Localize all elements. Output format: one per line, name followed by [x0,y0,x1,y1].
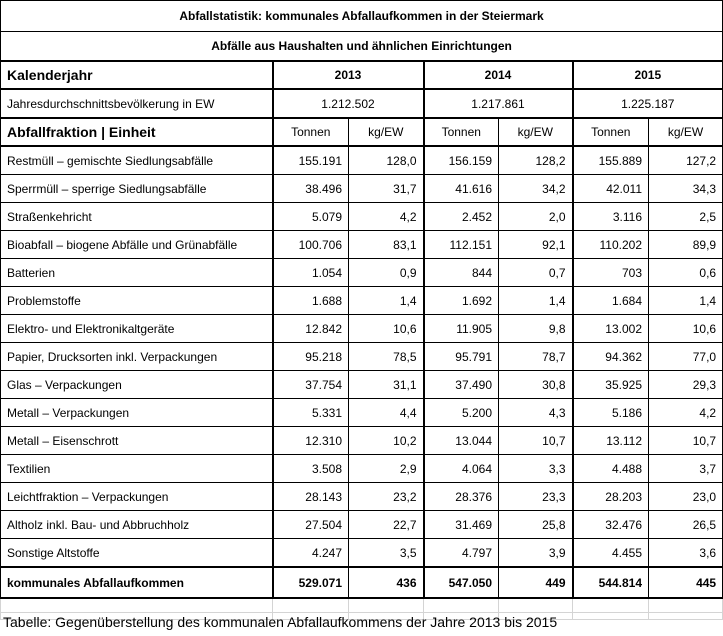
fraction-name: Metall – Verpackungen [1,399,273,427]
table-row [1,287,723,315]
year-2015: 2015 [573,61,723,89]
tonnes-cell: 100.706 [273,231,349,259]
kgew-cell: 89,9 [649,231,723,259]
tonnes-cell: 155.889 [573,146,649,175]
kgew-cell: 10,7 [649,427,723,455]
year-header-row [1,61,723,89]
kgew-cell: 10,6 [649,315,723,343]
fraction-name: kommunales Abfallaufkommen [1,567,273,598]
tonnes-cell: 4.797 [424,539,499,568]
kgew-cell: 77,0 [649,343,723,371]
units-label: Abfallfraktion | Einheit [1,118,273,146]
unit-tonnes-2013: Tonnen [273,118,349,146]
kgew-cell: 436 [349,567,424,598]
table-row [1,483,723,511]
tonnes-cell: 38.496 [273,175,349,203]
kgew-cell: 31,7 [349,175,424,203]
fraction-name: Metall – Eisenschrott [1,427,273,455]
table-row [1,511,723,539]
tonnes-cell: 5.079 [273,203,349,231]
unit-tonnes-2015: Tonnen [573,118,649,146]
kgew-cell: 3,5 [349,539,424,568]
empty-cell [649,598,723,620]
tonnes-cell: 32.476 [573,511,649,539]
tonnes-cell: 4.455 [573,539,649,568]
population-2015: 1.225.187 [573,89,723,118]
table-row [1,259,723,287]
kgew-cell: 34,2 [499,175,573,203]
table-row [1,539,723,568]
tonnes-cell: 12.842 [273,315,349,343]
table-row [1,203,723,231]
tonnes-cell: 5.200 [424,399,499,427]
year-2013: 2013 [273,61,424,89]
kgew-cell: 23,3 [499,483,573,511]
tonnes-cell: 4.488 [573,455,649,483]
tonnes-cell: 844 [424,259,499,287]
kgew-cell: 31,1 [349,371,424,399]
tonnes-cell: 12.310 [273,427,349,455]
kgew-cell: 1,4 [649,287,723,315]
kgew-cell: 1,4 [349,287,424,315]
caption-divider [0,612,723,613]
population-2013: 1.212.502 [273,89,424,118]
fraction-name: Sonstige Altstoffe [1,539,273,568]
fraction-name: Elektro- und Elektronikaltgeräte [1,315,273,343]
tonnes-cell: 112.151 [424,231,499,259]
kgew-cell: 449 [499,567,573,598]
fraction-name: Sperrmüll – sperrige Siedlungsabfälle [1,175,273,203]
fraction-name: Batterien [1,259,273,287]
kgew-cell: 10,7 [499,427,573,455]
kgew-cell: 30,8 [499,371,573,399]
table-title: Abfallstatistik: kommunales Abfallaufkommen in der Steiermark [1,1,723,32]
tonnes-cell: 703 [573,259,649,287]
table-caption: Tabelle: Gegenüberstellung des kommunalen Abfallaufkommens der Jahre 2013 bis 2015 [3,614,558,630]
tonnes-cell: 13.002 [573,315,649,343]
kgew-cell: 29,3 [649,371,723,399]
tonnes-cell: 95.218 [273,343,349,371]
kgew-cell: 78,7 [499,343,573,371]
fraction-name: Restmüll – gemischte Siedlungsabfälle [1,146,273,175]
kgew-cell: 9,8 [499,315,573,343]
fraction-name: Problemstoffe [1,287,273,315]
tonnes-cell: 1.054 [273,259,349,287]
tonnes-cell: 2.452 [424,203,499,231]
tonnes-cell: 37.490 [424,371,499,399]
table-row [1,455,723,483]
kgew-cell: 128,0 [349,146,424,175]
subtitle-row [1,32,723,62]
kgew-cell: 0,9 [349,259,424,287]
tonnes-cell: 1.692 [424,287,499,315]
tonnes-cell: 28.203 [573,483,649,511]
kgew-cell: 4,2 [649,399,723,427]
tonnes-cell: 28.143 [273,483,349,511]
unit-kgew-2014: kg/EW [499,118,573,146]
tonnes-cell: 41.616 [424,175,499,203]
tonnes-cell: 1.688 [273,287,349,315]
kgew-cell: 4,3 [499,399,573,427]
table-row [1,343,723,371]
kgew-cell: 78,5 [349,343,424,371]
tonnes-cell: 155.191 [273,146,349,175]
kgew-cell: 23,2 [349,483,424,511]
tonnes-cell: 3.116 [573,203,649,231]
kgew-cell: 3,3 [499,455,573,483]
empty-cell [573,598,649,620]
tonnes-cell: 13.112 [573,427,649,455]
tonnes-cell: 156.159 [424,146,499,175]
kgew-cell: 0,7 [499,259,573,287]
fraction-name: Straßenkehricht [1,203,273,231]
kgew-cell: 128,2 [499,146,573,175]
kgew-cell: 25,8 [499,511,573,539]
kgew-cell: 26,5 [649,511,723,539]
population-label: Jahresdurchschnittsbevölkerung in EW [1,89,273,118]
tonnes-cell: 4.064 [424,455,499,483]
fraction-name: Altholz inkl. Bau- und Abbruchholz [1,511,273,539]
fraction-name: Glas – Verpackungen [1,371,273,399]
table-row [1,175,723,203]
kgew-cell: 3,9 [499,539,573,568]
kgew-cell: 3,6 [649,539,723,568]
population-row [1,89,723,118]
kgew-cell: 445 [649,567,723,598]
tonnes-cell: 28.376 [424,483,499,511]
tonnes-cell: 547.050 [424,567,499,598]
table-row [1,399,723,427]
fraction-name: Bioabfall – biogene Abfälle und Grünabfälle [1,231,273,259]
unit-kgew-2015: kg/EW [649,118,723,146]
tonnes-cell: 110.202 [573,231,649,259]
tonnes-cell: 5.186 [573,399,649,427]
tonnes-cell: 13.044 [424,427,499,455]
tonnes-cell: 95.791 [424,343,499,371]
tonnes-cell: 5.331 [273,399,349,427]
kgew-cell: 4,2 [349,203,424,231]
kgew-cell: 92,1 [499,231,573,259]
tonnes-cell: 42.011 [573,175,649,203]
kgew-cell: 83,1 [349,231,424,259]
table-row [1,146,723,175]
fraction-name: Leichtfraktion – Verpackungen [1,483,273,511]
tonnes-cell: 27.504 [273,511,349,539]
kgew-cell: 2,0 [499,203,573,231]
tonnes-cell: 529.071 [273,567,349,598]
unit-tonnes-2014: Tonnen [424,118,499,146]
tonnes-cell: 3.508 [273,455,349,483]
tonnes-cell: 11.905 [424,315,499,343]
kgew-cell: 10,6 [349,315,424,343]
tonnes-cell: 544.814 [573,567,649,598]
table-row [1,315,723,343]
tonnes-cell: 35.925 [573,371,649,399]
kgew-cell: 127,2 [649,146,723,175]
units-row [1,118,723,146]
unit-kgew-2013: kg/EW [349,118,424,146]
table-subtitle: Abfälle aus Haushalten und ähnlichen Einrichtungen [1,32,723,62]
year-2014: 2014 [424,61,573,89]
kgew-cell: 3,7 [649,455,723,483]
tonnes-cell: 4.247 [273,539,349,568]
total-row [1,567,723,598]
title-row [1,1,723,32]
kgew-cell: 2,5 [649,203,723,231]
tonnes-cell: 94.362 [573,343,649,371]
tonnes-cell: 31.469 [424,511,499,539]
fraction-name: Papier, Drucksorten inkl. Verpackungen [1,343,273,371]
tonnes-cell: 37.754 [273,371,349,399]
table-row [1,231,723,259]
kgew-cell: 1,4 [499,287,573,315]
table-row [1,371,723,399]
kgew-cell: 34,3 [649,175,723,203]
year-label: Kalenderjahr [1,61,273,89]
kgew-cell: 10,2 [349,427,424,455]
kgew-cell: 23,0 [649,483,723,511]
kgew-cell: 22,7 [349,511,424,539]
fraction-name: Textilien [1,455,273,483]
kgew-cell: 0,6 [649,259,723,287]
kgew-cell: 4,4 [349,399,424,427]
population-2014: 1.217.861 [424,89,573,118]
table-row [1,427,723,455]
kgew-cell: 2,9 [349,455,424,483]
tonnes-cell: 1.684 [573,287,649,315]
